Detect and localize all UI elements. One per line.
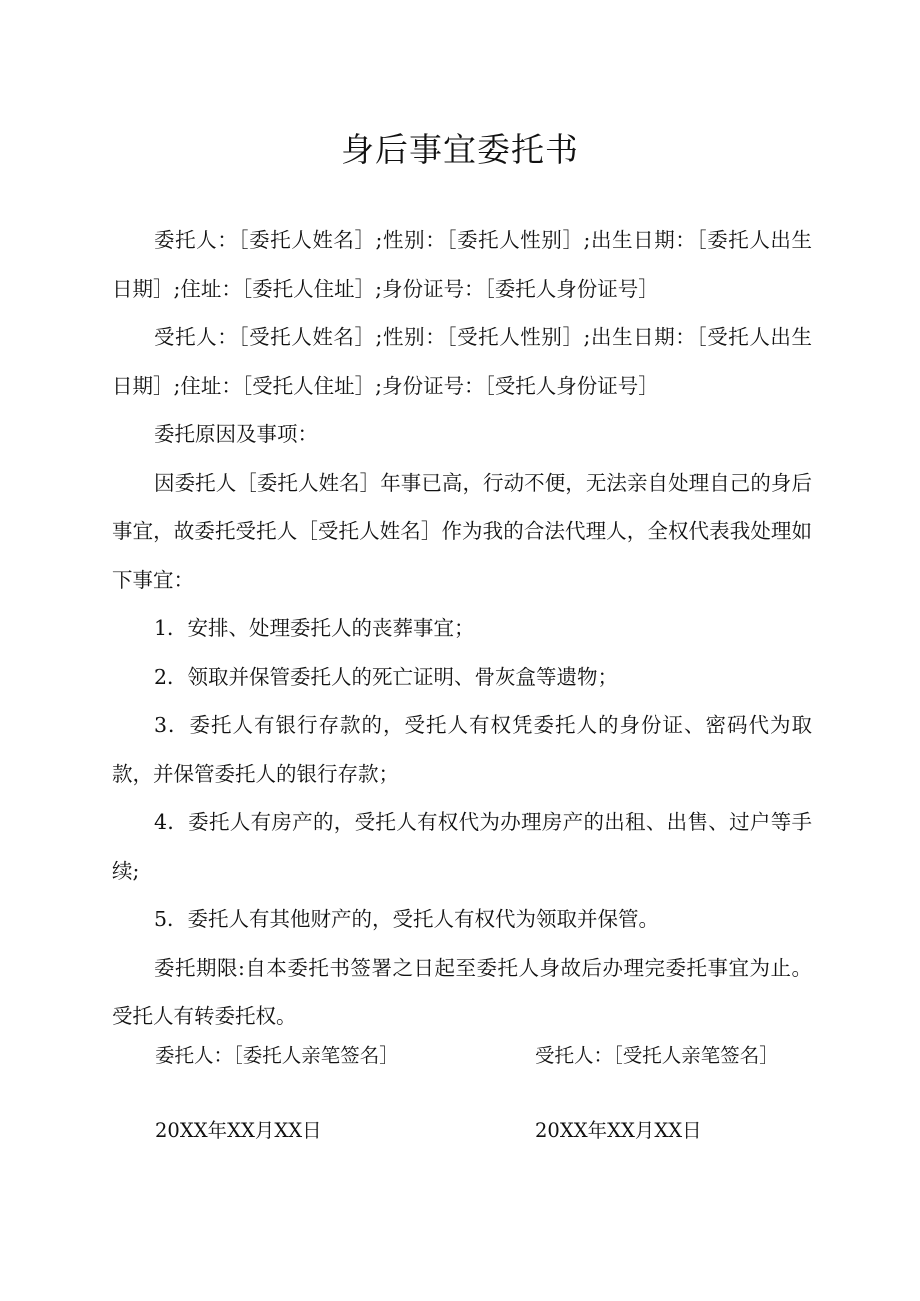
item-1: 1．安排、处理委托人的丧葬事宜； xyxy=(154,616,475,640)
item-3: 3．委托人有银行存款的，受托人有权凭委托人的身份证、密码代为取款，并保管委托人的银行存款； xyxy=(112,713,812,786)
agent-info-paragraph: 受托人：［受托人姓名］;性别：［受托人性别］;出生日期：［受托人出生日期］;住址：［受托人住址］;身份证号：［受托人身份证号］ xyxy=(112,325,812,398)
item-4: 4．委托人有房产的，受托人有权代为办理房产的出租、出售、过户等手续; xyxy=(112,810,812,883)
term-paragraph: 委托期限:自本委托书签署之日起至委托人身故后办理完委托事宜为止。受托人有转委托权。 xyxy=(112,955,812,1028)
reason-heading: 委托原因及事项： xyxy=(154,422,318,446)
document-body xyxy=(112,216,812,1041)
agent-signature-date: 20XX年XX月XX日 xyxy=(535,1119,702,1142)
agent-signature-block xyxy=(535,1040,779,1071)
item-2: 2．领取并保管委托人的死亡证明、骨灰盒等遗物； xyxy=(154,664,619,689)
principal-signature-block xyxy=(155,1040,399,1071)
principal-signature-date: 20XX年XX月XX日 xyxy=(155,1119,322,1142)
reason-paragraph: 因委托人［委托人姓名］年事已高，行动不便，无法亲自处理自己的身后事宜，故委托受托人［受托人姓名］作为我的合法代理人，全权代表我处理如下事宜： xyxy=(112,470,812,592)
agent-signature-label: 受托人：［受托人亲笔签名］ xyxy=(535,1044,779,1067)
item-5: 5．委托人有其他财产的，受托人有权代为领取并保管。 xyxy=(154,907,660,931)
principal-info-paragraph: 委托人：［委托人姓名］;性别：［委托人性别］;出生日期：［委托人出生日期］;住址：［委托人住址］;身份证号：［委托人身份证号］ xyxy=(112,228,812,301)
principal-signature-label: 委托人：［委托人亲笔签名］ xyxy=(155,1044,399,1067)
document-title: 身后事宜委托书 xyxy=(341,130,579,169)
